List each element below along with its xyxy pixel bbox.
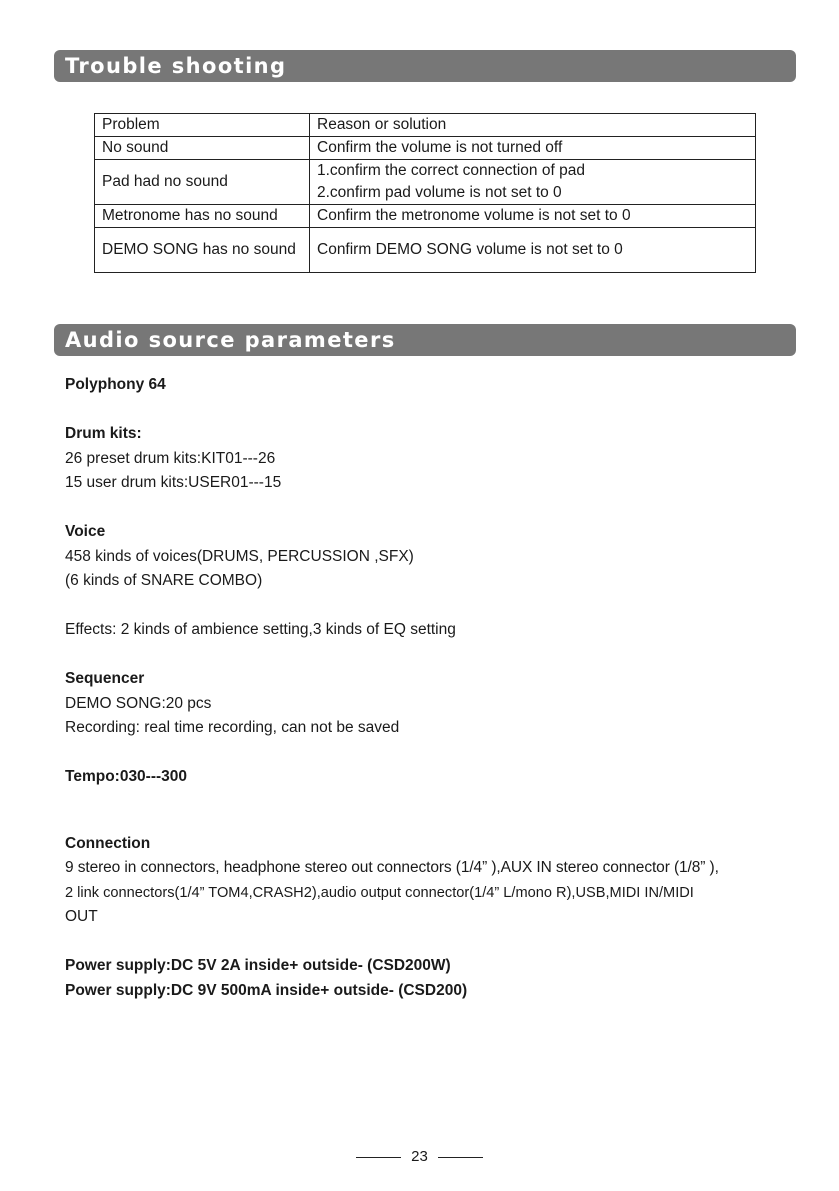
table-cell-solution: Confirm DEMO SONG volume is not set to 0 — [310, 228, 756, 273]
footer-rule-left — [356, 1157, 401, 1158]
table-cell-problem: DEMO SONG has no sound — [95, 228, 310, 273]
tempo-line: Tempo:030---300 — [65, 768, 188, 785]
trouble-shooting-table — [94, 113, 756, 273]
page-footer — [0, 1147, 839, 1167]
voice-line: (6 kinds of SNARE COMBO) — [65, 572, 263, 589]
audio-parameters-content — [65, 373, 805, 1003]
connection-title: Connection — [65, 834, 151, 852]
table-row — [95, 160, 756, 205]
connection-line: 9 stereo in connectors, headphone stereo out connectors (1/4” ),AUX IN stereo connector (1/8” ), — [65, 859, 719, 876]
connection-line: OUT — [65, 908, 98, 925]
footer-rule-right — [438, 1157, 483, 1158]
table-header-row — [95, 114, 756, 137]
solution-line: 2.confirm pad volume is not set to 0 — [317, 184, 562, 201]
sequencer-line: DEMO SONG:20 pcs — [65, 694, 212, 712]
drum-kits-title: Drum kits: — [65, 425, 142, 442]
connection-line: 2 link connectors(1/4” TOM4,CRASH2),audio output connector(1/4” L/mono R),USB,MIDI IN/MIDI — [65, 884, 694, 901]
trouble-shooting-header: Trouble shooting — [54, 50, 796, 82]
table-row — [95, 205, 756, 228]
solution-line: 1.confirm the correct connection of pad — [317, 162, 585, 179]
table-cell-solution: Confirm the metronome volume is not set to 0 — [310, 205, 756, 228]
audio-source-parameters-header: Audio source parameters — [54, 324, 796, 356]
table-row — [95, 137, 756, 160]
power-supply-line: Power supply:DC 9V 500mA inside+ outside- (CSD200) — [65, 981, 468, 999]
power-supply-line: Power supply:DC 5V 2A inside+ outside- (CSD200W) — [65, 957, 451, 974]
voice-line: 458 kinds of voices(DRUMS, PERCUSSION ,SFX) — [65, 547, 414, 565]
effects-line: Effects: 2 kinds of ambience setting,3 kinds of EQ setting — [65, 621, 456, 638]
voice-title: Voice — [65, 523, 106, 540]
drum-kits-line: 26 preset drum kits:KIT01---26 — [65, 449, 276, 467]
table-cell-solution: Confirm the volume is not turned off — [310, 137, 756, 160]
table-cell-problem: Metronome has no sound — [95, 205, 310, 228]
table-header-problem: Problem — [95, 114, 310, 137]
drum-kits-line: 15 user drum kits:USER01---15 — [65, 474, 282, 491]
table-cell-problem: No sound — [95, 137, 310, 160]
sequencer-line: Recording: real time recording, can not be saved — [65, 719, 400, 736]
polyphony-line: Polyphony 64 — [65, 376, 166, 393]
table-row — [95, 228, 756, 273]
table-cell-problem: Pad had no sound — [95, 160, 310, 205]
sequencer-title: Sequencer — [65, 670, 145, 687]
table-cell-solution — [310, 160, 756, 205]
table-header-solution: Reason or solution — [310, 114, 756, 137]
page-number: 23 — [411, 1148, 428, 1165]
